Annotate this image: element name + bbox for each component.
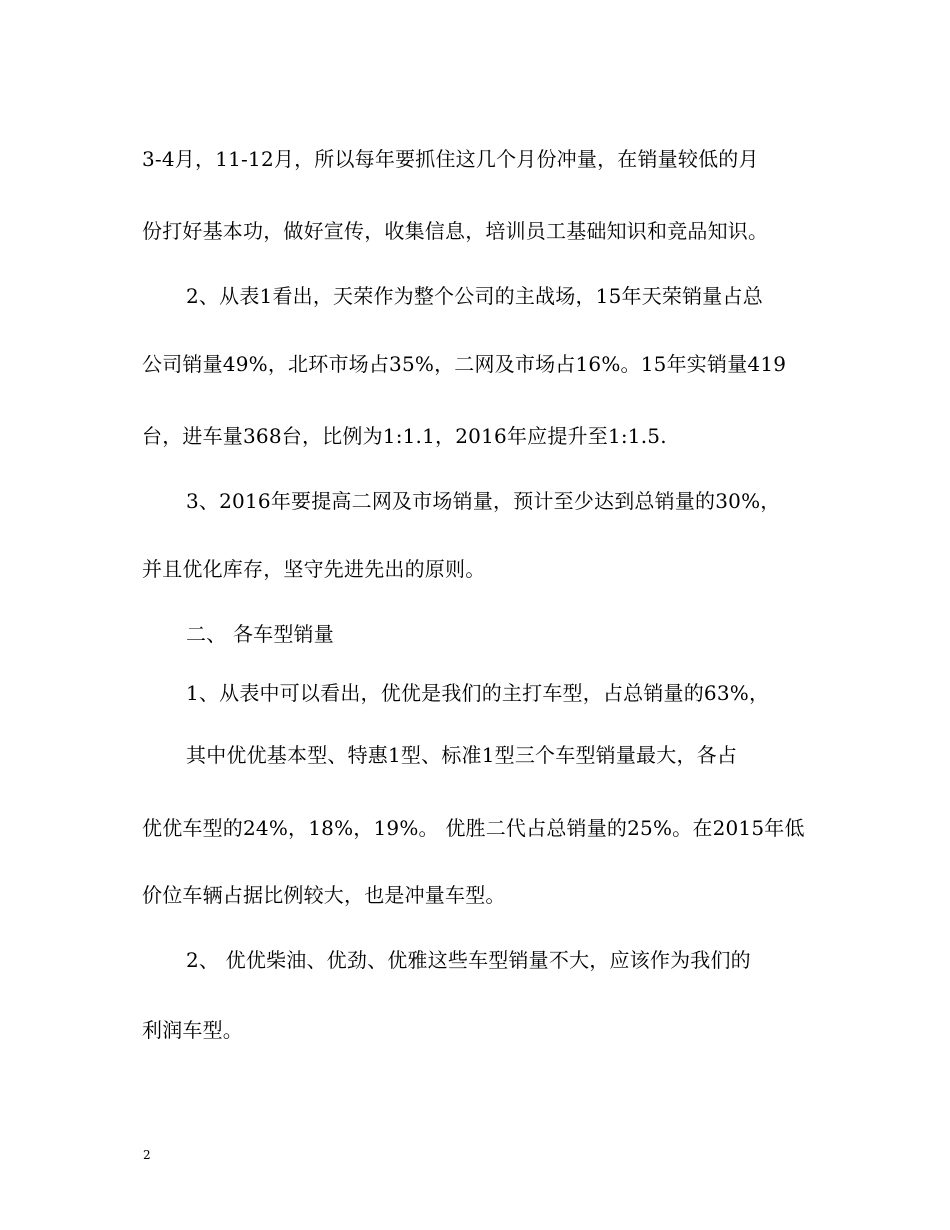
text-line: 并且优化库存，坚守先进先出的原则。 (142, 557, 486, 581)
text-line: 公司销量49%，北环市场占35%，二网及市场占16%。15年实销量419 (142, 352, 787, 376)
text-line: 2、 优优柴油、优劲、优雅这些车型销量不大，应该作为我们的 (186, 948, 751, 972)
text-line: 3、2016年要提高二网及市场销量，预计至少达到总销量的30%， (186, 489, 781, 513)
text-line: 2、从表1看出，天荣作为整个公司的主战场，15年天荣销量占总 (186, 284, 763, 308)
text-line: 其中优优基本型、特惠1型、标准1型三个车型销量最大，各占 (186, 743, 738, 767)
text-line: 3-4月，11-12月，所以每年要抓住这几个月份冲量，在销量较低的月 (142, 147, 759, 171)
text-line: 优优车型的24%，18%，19%。 优胜二代占总销量的25%。在2015年低 (142, 816, 805, 840)
text-line: 价位车辆占据比例较大，也是冲量车型。 (142, 883, 506, 907)
page-number: 2 (143, 1148, 151, 1162)
text-line: 台，进车量368台，比例为1:1.1，2016年应提升至1:1.5. (142, 424, 667, 448)
text-line: 份打好基本功，做好宣传，收集信息，培训员工基础知识和竞品知识。 (142, 219, 769, 243)
text-line: 1、从表中可以看出，优优是我们的主打车型，占总销量的63%， (186, 681, 770, 705)
text-line: 利润车型。 (142, 1018, 243, 1042)
section-heading: 二、 各车型销量 (186, 622, 334, 646)
